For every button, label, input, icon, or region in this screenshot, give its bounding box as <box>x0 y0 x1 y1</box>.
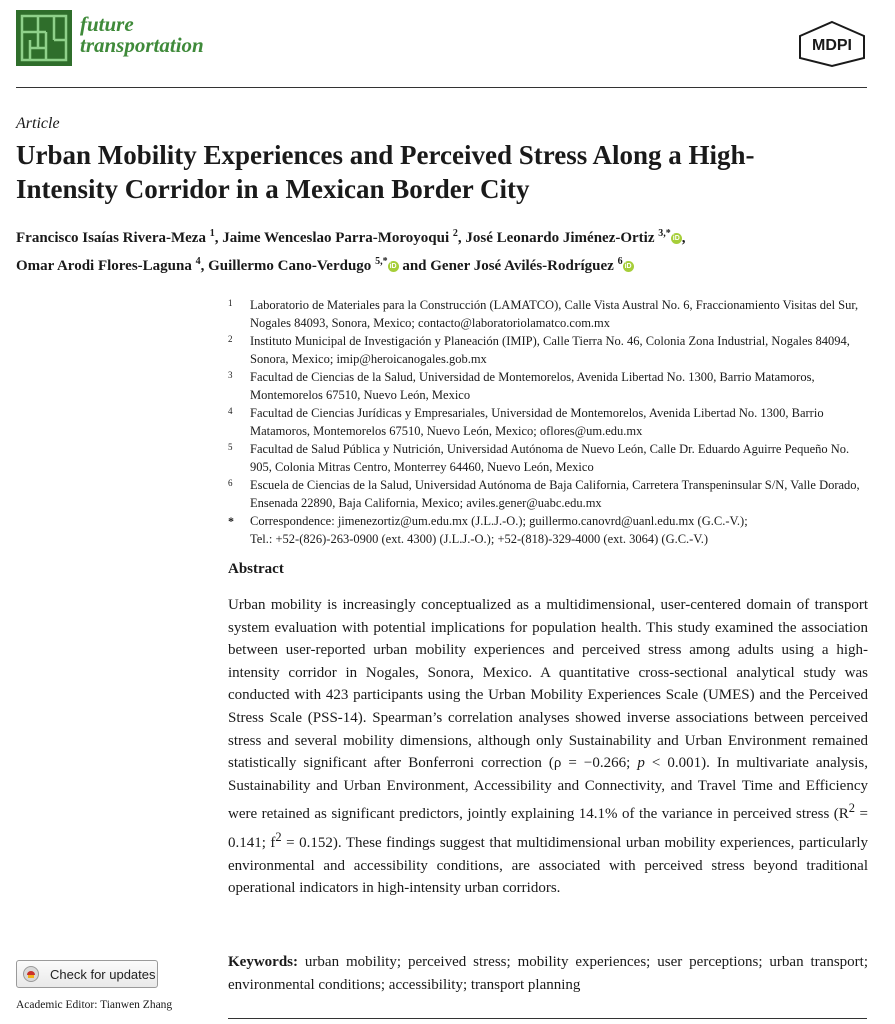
correspondence-line2: Tel.: +52-(826)-263-0900 (ext. 4300) (J.L.J.-O.); +52-(818)-329-4000 (ext. 3064) (G.C.-V.) <box>250 532 709 546</box>
orcid-icon[interactable]: iD <box>624 263 632 270</box>
abstract-italic: p <box>637 755 645 772</box>
author-name: Omar Arodi Flores-Laguna <box>16 258 192 274</box>
affiliation-item <box>228 368 868 404</box>
keywords-text: urban mobility; perceived stress; mobility experiences; user perceptions; urban transport; environmental conditions; accessibility; transport planning <box>228 954 868 993</box>
affiliation-number: 1 <box>228 298 233 308</box>
journal-name <box>80 14 204 56</box>
correspondence-line1: Correspondence: jimenezortiz@um.edu.mx (J.L.J.-O.); guillermo.canovrd@uanl.edu.mx (G.C.-V.); <box>250 514 748 528</box>
academic-editor: Academic Editor: Tianwen Zhang <box>16 999 173 1011</box>
author-affil-sup: 3,* <box>658 228 671 239</box>
header-divider <box>16 87 867 88</box>
affiliation-text: Laboratorio de Materiales para la Construcción (LAMATCO), Calle Vista Austral No. 6, Fraccionamiento Visitas del Sur, Nogales 84093, Sonora, Mexico; contacto@laboratoriolamatco.com.mx <box>250 298 859 330</box>
affiliation-text: Facultad de Ciencias Jurídicas y Empresariales, Universidad de Montemorelos, Avenida Libertad No. 1300, Barrio Matamoros, Montemorelos 67510, Nuevo León, Mexico; oflores@um.edu.mx <box>250 406 824 438</box>
affiliation-number: 3 <box>228 370 233 380</box>
abstract-superscript: 2 <box>848 801 856 816</box>
author-separator: , <box>457 230 466 246</box>
author-name: José Leonardo Jiménez-Ortiz <box>465 230 655 246</box>
affiliation-item <box>228 404 868 440</box>
affiliation-item <box>228 476 868 512</box>
paper-title: Urban Mobility Experiences and Perceived Stress Along a High-Intensity Corridor in a Mexican Border City <box>16 140 755 204</box>
abstract-text: Urban mobility is increasingly conceptualized as a multidimensional, user-centered domain of transport system evaluation with potential implications for population health. This study examined the association between user-reported urban mobility experiences and perceived stress among adults using a high-intensity corridor in Nogales, Sonora, Mexico. A quantitative cross-sectional analytical study was conducted with 423 participants using the Urban Mobility Experiences Scale (UMES) and the Perceived Stress Scale (PSS-14). Spearman’s correlation analyses showed inverse associations between perceived stress and several mobility dimensions, although only Sustainability and Urban Environment remained statistically significant after Bonferroni correction (ρ = −0.266; <box>228 597 868 772</box>
publisher-name: MDPI <box>812 37 852 54</box>
author-list <box>16 222 866 278</box>
author-separator: , <box>681 230 686 246</box>
author-separator: , <box>200 258 209 274</box>
affiliation-text: Instituto Municipal de Investigación y Planeación (IMIP), Calle Tierra No. 46, Colonia Zona Industrial, Nogales 84094, Sonora, Mexico; imip@heroicanogales.gob.mx <box>250 334 850 366</box>
author-name: Guillermo Cano-Verdugo <box>208 258 372 274</box>
abstract-text: = 0.141; f <box>228 806 868 851</box>
author-name: Jaime Wenceslao Parra-Moroyoqui <box>222 230 450 246</box>
article-type: Article <box>16 115 60 132</box>
journal-name-line2: transportation <box>80 33 204 57</box>
mdpi-logo-icon <box>797 20 867 68</box>
check-for-updates-label: Check for updates <box>50 967 156 982</box>
journal-name-line1: future <box>80 12 134 36</box>
affiliation-number: 4 <box>228 406 233 416</box>
journal-header <box>16 10 867 90</box>
keywords-label: Keywords: <box>228 954 298 970</box>
author-affil-sup: 4 <box>195 256 201 267</box>
author-name: Gener José Avilés-Rodríguez <box>430 258 614 274</box>
abstract-text: < 0.001). In multivariate analysis, Sustainability and Urban Environment, Accessibility and Connectivity, and Travel Time and Efficiency were retained as significant predictors, jointly explaining 14.1% of the variance in perceived stress (R <box>228 755 869 823</box>
author-affil-sup: 6 <box>617 256 623 267</box>
abstract-heading: Abstract <box>228 561 284 577</box>
abstract-body <box>228 594 868 900</box>
journal-logo-icon <box>16 10 72 66</box>
affiliation-text: Facultad de Salud Pública y Nutrición, Universidad Autónoma de Nuevo León, Calle Dr. Eduardo Aguirre Pequeño No. 905, Colonia Mitras Centro, Monterrey 64460, Nuevo León, Mexico <box>250 442 850 474</box>
orcid-icon[interactable]: iD <box>672 235 680 242</box>
affiliation-text: Facultad de Ciencias de la Salud, Universidad de Montemorelos, Avenida Libertad No. 1300, Barrio Matamoros, Montemorelos 67510, Nuevo León, Mexico <box>250 370 815 402</box>
affiliation-number: 5 <box>228 442 233 452</box>
affiliation-item <box>228 296 868 332</box>
affiliation-item <box>228 332 868 368</box>
author-separator: and <box>398 258 431 274</box>
correspondence-marker: * <box>228 514 234 528</box>
author-name: Francisco Isaías Rivera-Meza <box>16 230 206 246</box>
correspondence <box>228 512 868 548</box>
abstract-text: = 0.152). These findings suggest that multidimensional urban mobility experiences, particularly environmental and accessibility conditions, are associated with perceived stress beyond traditional operational indicators in high-intensity urban corridors. <box>228 834 868 897</box>
abstract-superscript: 2 <box>275 829 282 844</box>
check-for-updates-button[interactable] <box>16 960 158 988</box>
author-affil-sup: 5,* <box>375 256 388 267</box>
affiliation-number: 6 <box>228 478 233 488</box>
author-affil-sup: 2 <box>452 228 458 239</box>
keywords <box>228 951 868 996</box>
affiliation-text: Escuela de Ciencias de la Salud, Universidad Autónoma de Baja California, Carretera Transpeninsular S/N, Valle Dorado, Ensenada 22890, Baja California, Mexico; aviles.gener@uabc.edu.mx <box>250 478 860 510</box>
affiliation-number: 2 <box>228 334 233 344</box>
check-updates-icon <box>23 966 39 982</box>
footer-divider <box>228 1018 867 1019</box>
author-affil-sup: 1 <box>209 228 215 239</box>
affiliations <box>228 296 868 548</box>
author-separator: , <box>214 230 223 246</box>
affiliation-item <box>228 440 868 476</box>
orcid-icon[interactable]: iD <box>389 263 397 270</box>
